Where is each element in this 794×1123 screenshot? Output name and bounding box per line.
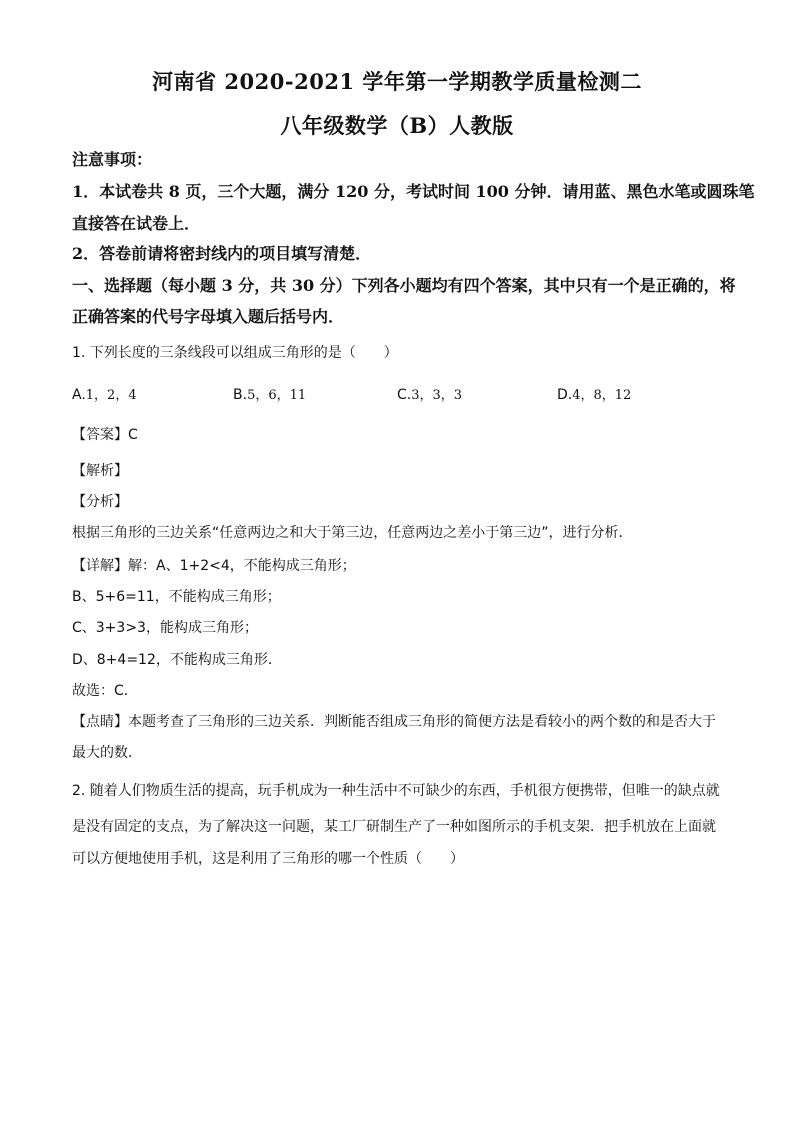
- option-key: D.: [557, 387, 573, 403]
- question-1-analysis: 根据三角形的三边关系“任意两边之和大于第三边，任意两边之差小于第三边”，进行分析．: [72, 525, 633, 541]
- option-value: 5，6，11: [247, 388, 307, 403]
- exam-subtitle: 八年级数学（B）人教版: [280, 113, 514, 138]
- section-1-instructions-line-1: 一、选择题（每小题 3 分，共 30 分）下列各小题均有四个答案，其中只有一个是正确的，将: [72, 276, 736, 295]
- section-1-instructions-line-2: 正确答案的代号字母填入题后括号内．: [72, 307, 345, 326]
- question-1-choose: 故选：C．: [72, 683, 138, 699]
- option-key: C.: [397, 387, 412, 403]
- exam-title: 河南省 2020-2021 学年第一学期教学质量检测二: [152, 69, 642, 94]
- option-value: 3，3，3: [411, 388, 463, 403]
- notice-item-1-line-1: 1．本试卷共 8 页，三个大题，满分 120 分，考试时间 100 分钟．请用蓝、黑色水笔或圆珠笔: [72, 182, 755, 201]
- question-1-option-c: [397, 384, 462, 403]
- question-1-jiexi-label: 【解析】: [72, 463, 128, 479]
- option-value: 1，2，4: [85, 388, 137, 403]
- question-1-detail-1: 【详解】解：A、1+2<4，不能构成三角形；: [72, 558, 356, 574]
- option-key: A.: [72, 387, 86, 403]
- question-1-option-d: [557, 384, 631, 403]
- question-1-option-b: [233, 384, 306, 403]
- notice-item-1-line-2: 直接答在试卷上．: [72, 214, 201, 233]
- question-2-stem-line-2: 是没有固定的支点，为了解决这一问题，某工厂研制生产了一种如图所示的手机支架．把手机放在上面就: [72, 819, 716, 835]
- option-key: B.: [233, 387, 248, 403]
- option-value: 4，8，12: [572, 388, 632, 403]
- question-1-stem: 1. 下列长度的三条线段可以组成三角形的是（ ）: [72, 345, 398, 361]
- notice-item-2: 2．答卷前请将密封线内的项目填写清楚．: [72, 244, 372, 263]
- question-2-stem-line-3: 可以方便地使用手机，这是利用了三角形的哪一个性质（ ）: [72, 851, 464, 867]
- question-1-detail-3: C、3+3>3，能构成三角形；: [72, 620, 258, 636]
- notice-heading: 注意事项：: [72, 150, 153, 169]
- question-1-comment-line-1: 【点睛】本题考查了三角形的三边关系．判断能否组成三角形的简便方法是看较小的两个数的和是否大于: [72, 714, 716, 730]
- question-1-option-a: [72, 384, 137, 403]
- question-1-fenxi-label: 【分析】: [72, 494, 128, 510]
- question-1-detail-2: B、5+6=11，不能构成三角形；: [72, 589, 281, 605]
- question-1-answer: 【答案】C: [72, 427, 138, 443]
- question-1-detail-4: D、8+4=12，不能构成三角形．: [72, 652, 282, 668]
- question-1-comment-line-2: 最大的数．: [72, 745, 142, 761]
- question-2-stem-line-1: 2. 随着人们物质生活的提高，玩手机成为一种生活中不可缺少的东西，手机很方便携带，但唯一的缺点就: [72, 783, 720, 799]
